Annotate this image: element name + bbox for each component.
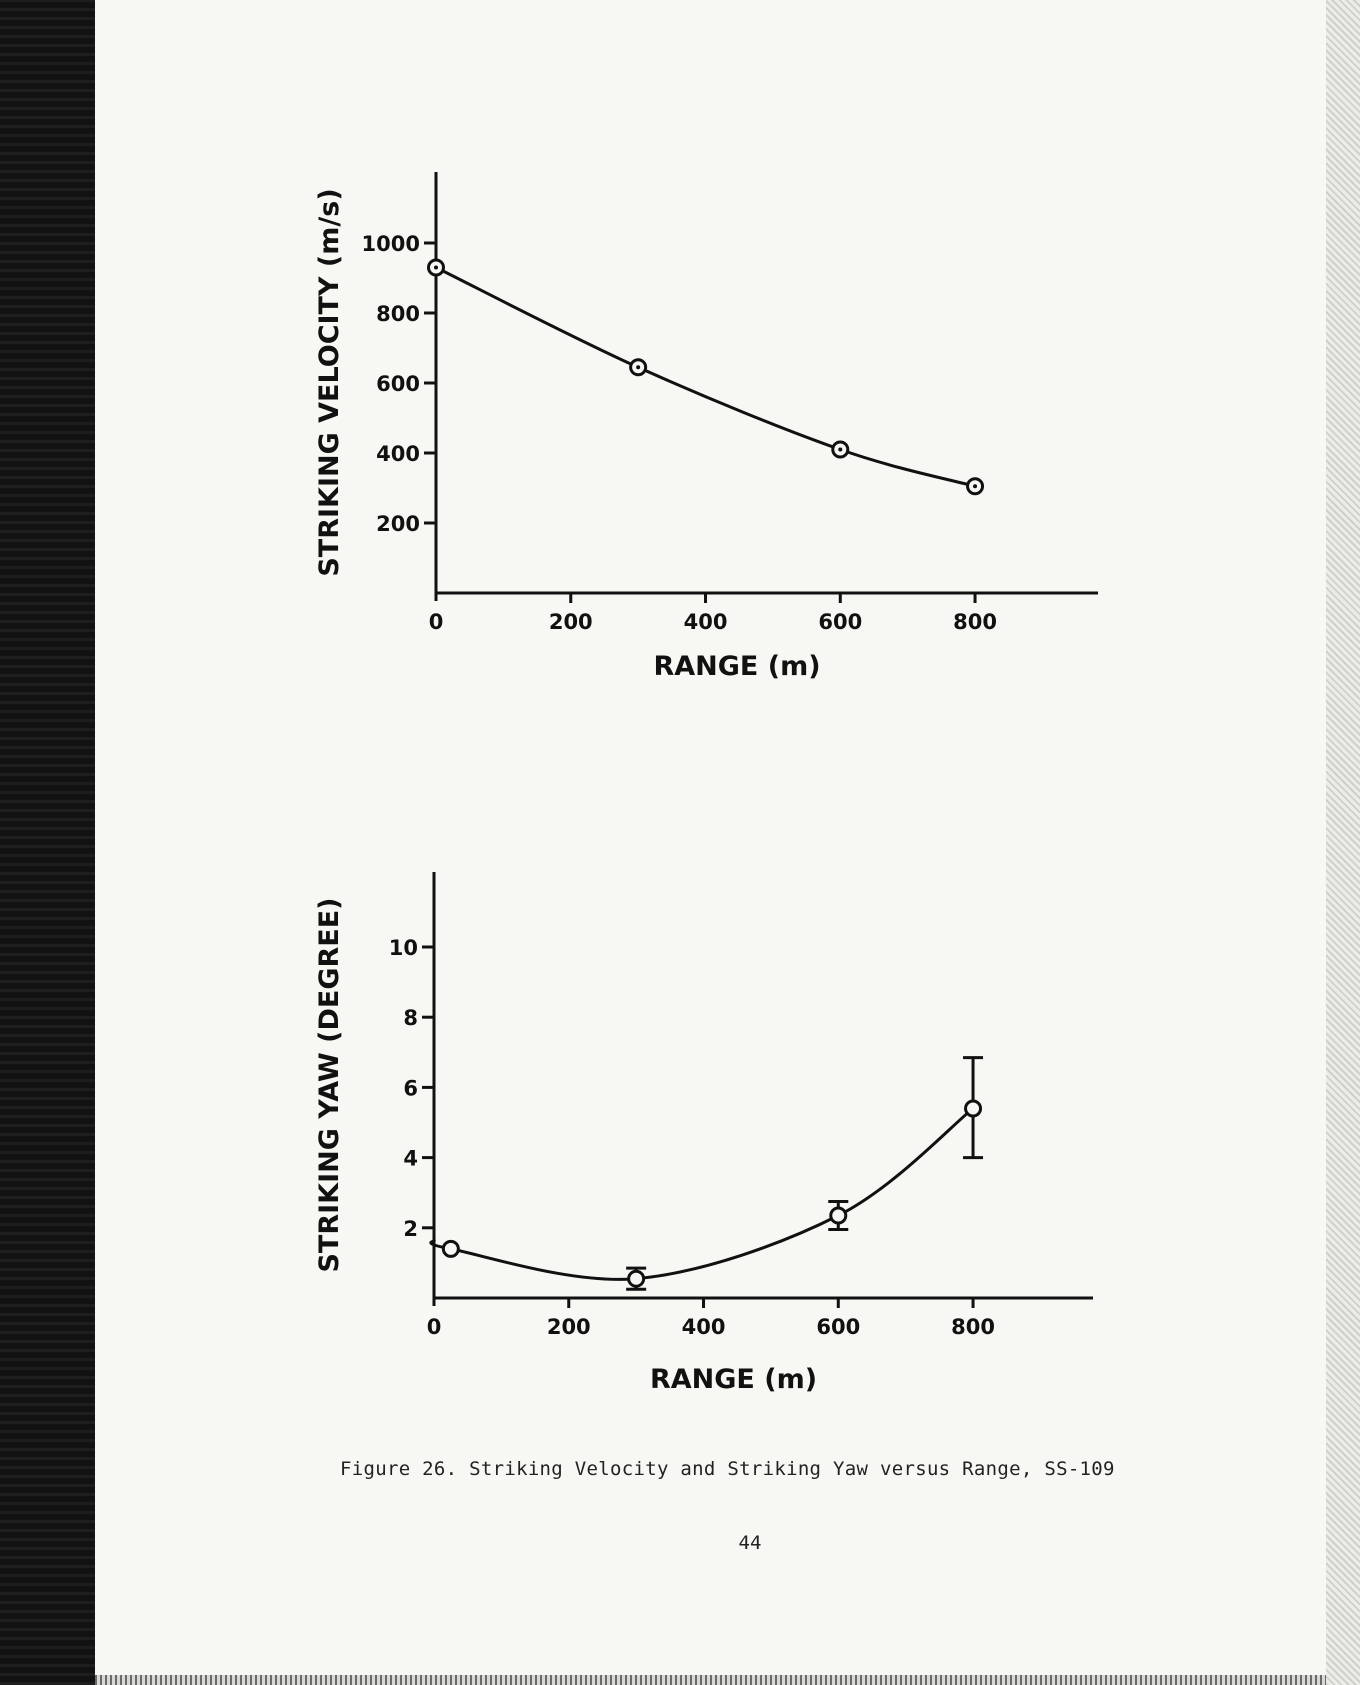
velocity-y-axis-title: STRIKING VELOCITY (m/s) bbox=[314, 188, 345, 577]
yaw-y-tick-label: 10 bbox=[388, 936, 418, 960]
scan-bottom-edge bbox=[95, 1675, 1326, 1685]
velocity-x-tick-label: 0 bbox=[428, 610, 444, 634]
velocity-y-tick-label: 1000 bbox=[361, 232, 420, 256]
yaw-x-axis-title: RANGE (m) bbox=[649, 1364, 818, 1395]
yaw-data-point bbox=[629, 1271, 644, 1286]
velocity-x-tick-label: 200 bbox=[548, 610, 593, 634]
velocity-series-line bbox=[436, 268, 975, 487]
velocity-data-point-center bbox=[973, 484, 977, 488]
velocity-y-tick-label: 400 bbox=[376, 442, 420, 466]
yaw-data-point bbox=[831, 1208, 846, 1223]
velocity-data-point-center bbox=[434, 266, 438, 270]
yaw-y-tick-label: 6 bbox=[403, 1076, 418, 1101]
velocity-y-tick-label: 200 bbox=[376, 512, 420, 536]
velocity-y-tick-label: 800 bbox=[376, 302, 420, 326]
yaw-y-tick-label: 4 bbox=[403, 1146, 418, 1171]
velocity-x-axis-title: RANGE (m) bbox=[653, 651, 821, 682]
velocity-data-point-center bbox=[636, 365, 640, 369]
yaw-series-line bbox=[431, 1109, 973, 1280]
yaw-x-tick-label: 200 bbox=[546, 1315, 591, 1339]
velocity-x-tick-label: 400 bbox=[683, 610, 728, 634]
yaw-data-point bbox=[966, 1101, 981, 1116]
velocity-x-tick-label: 600 bbox=[818, 610, 863, 634]
yaw-x-tick-label: 600 bbox=[816, 1315, 861, 1339]
velocity-chart bbox=[0, 0, 1360, 720]
yaw-x-tick-label: 0 bbox=[426, 1315, 442, 1339]
velocity-data-point-center bbox=[838, 448, 842, 452]
velocity-y-tick-label: 600 bbox=[376, 372, 420, 396]
yaw-x-tick-label: 400 bbox=[681, 1315, 726, 1339]
page-number: 44 bbox=[738, 1532, 762, 1554]
figure-caption: Figure 26. Striking Velocity and Striking Yaw versus Range, SS-109 bbox=[340, 1458, 1115, 1480]
yaw-y-tick-label: 2 bbox=[403, 1216, 418, 1241]
yaw-y-tick-label: 8 bbox=[403, 1006, 418, 1031]
yaw-data-point bbox=[443, 1241, 458, 1256]
yaw-y-axis-title: STRIKING YAW (DEGREE) bbox=[314, 897, 345, 1273]
yaw-x-tick-label: 800 bbox=[951, 1315, 995, 1339]
yaw-chart bbox=[0, 720, 1360, 1440]
velocity-x-tick-label: 800 bbox=[953, 610, 997, 634]
